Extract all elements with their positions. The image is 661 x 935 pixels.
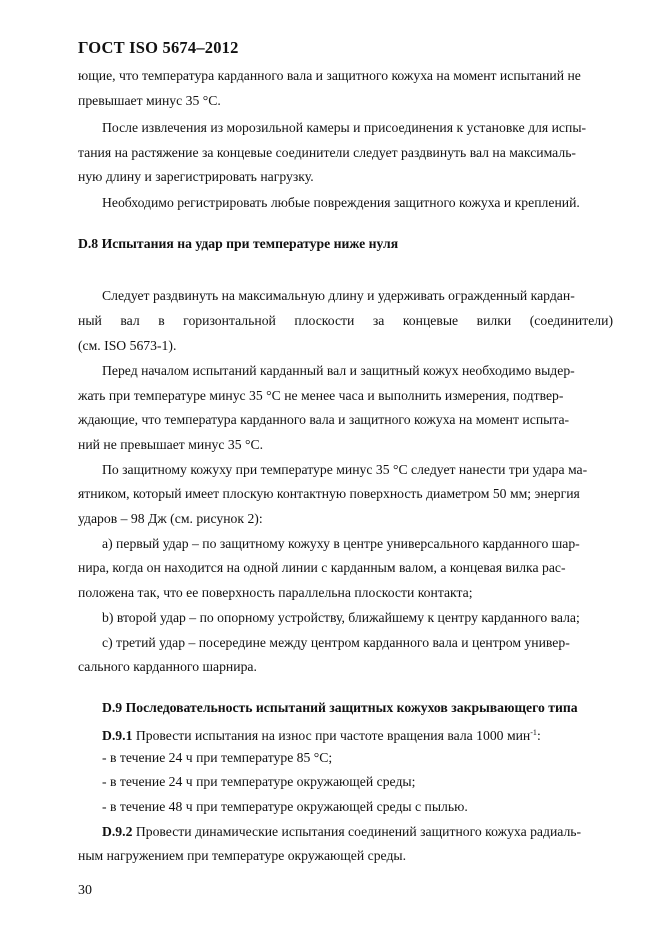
clause-number: D.9.1 [102, 728, 133, 743]
clause-d92 [102, 823, 613, 841]
clause-d91 [102, 724, 613, 745]
list-item: - в течение 24 ч при температуре 85 °С; [102, 750, 333, 765]
clause-text: Провести динамические испытания соединений защитного кожуха радиаль- [132, 824, 582, 839]
clause-colon: : [536, 728, 541, 743]
text-line: ний не превышает минус 35 °С. [78, 437, 264, 452]
list-item-a: а) первый удар – по защитному кожуху в центре универсального карданного шар- [102, 536, 580, 551]
list-item-c: с) третий удар – посередине между центром карданного вала и центром универ- [102, 635, 570, 650]
list-item-b: b) второй удар – по опорному устройству, ближайшему к центру карданного вала; [102, 610, 580, 625]
section-heading-d8: D.8 Испытания на удар при температуре ниже нуля [78, 236, 399, 251]
text-line: ющие, что температура карданного вала и защитного кожуха на момент испытаний не [78, 68, 581, 83]
page-number: 30 [78, 883, 92, 898]
text-line: нира, когда он находится на одной линии с карданным валом, а концевая вилка рас- [78, 560, 566, 575]
paragraph-start: Перед началом испытаний карданный вал и защитный кожух необходимо выдер- [102, 363, 575, 378]
text-line: (см. ISO 5673-1). [78, 338, 177, 353]
paragraph-start: После извлечения из морозильной камеры и присоединения к установке для испы- [102, 120, 587, 135]
list-item: - в течение 24 ч при температуре окружающей среды; [102, 774, 416, 789]
text-line: тания на растяжение за концевые соединители следует раздвинуть вал на максималь- [78, 145, 576, 160]
text-line: положена так, что ее поверхность параллельна плоскости контакта; [78, 585, 473, 600]
paragraph-start: По защитному кожуху при температуре минус 35 °С следует нанести три удара ма- [102, 462, 588, 477]
text-line: ную длину и зарегистрировать нагрузку. [78, 169, 314, 184]
paragraph-start: Следует раздвинуть на максимальную длину и удерживать огражденный кардан- [102, 288, 575, 303]
text-line: ударов – 98 Дж (см. рисунок 2): [78, 511, 263, 526]
paragraph-start: Необходимо регистрировать любые повреждения защитного кожуха и креплений. [102, 195, 580, 210]
document-code-header: ГОСТ ISO 5674–2012 [78, 38, 239, 57]
text-line: ным нагружением при температуре окружающей среды. [78, 848, 407, 863]
text-line: жать при температуре минус 35 °С не менее часа и выполнить измерения, подтвер- [78, 388, 564, 403]
text-line: ятником, который имеет плоскую контактную поверхность диаметром 50 мм; энергия [78, 486, 580, 501]
text-line: ный вал в горизонтальной плоскости за концевые вилки (соединители) [78, 313, 613, 328]
clause-text: Провести испытания на износ при частоте вращения вала 1000 мин [132, 728, 531, 743]
text-line: сального карданного шарнира. [78, 659, 257, 674]
clause-number: D.9.2 [102, 824, 133, 839]
text-line: превышает минус 35 °С. [78, 93, 221, 108]
text-line: ждающие, что температура карданного вала и защитного кожуха на момент испыта- [78, 412, 570, 427]
section-heading-d9: D.9 Последовательность испытаний защитных кожухов закрывающего типа [102, 700, 578, 715]
unit-exponent: -1 [530, 728, 537, 737]
list-item: - в течение 48 ч при температуре окружающей среды с пылью. [102, 799, 468, 814]
